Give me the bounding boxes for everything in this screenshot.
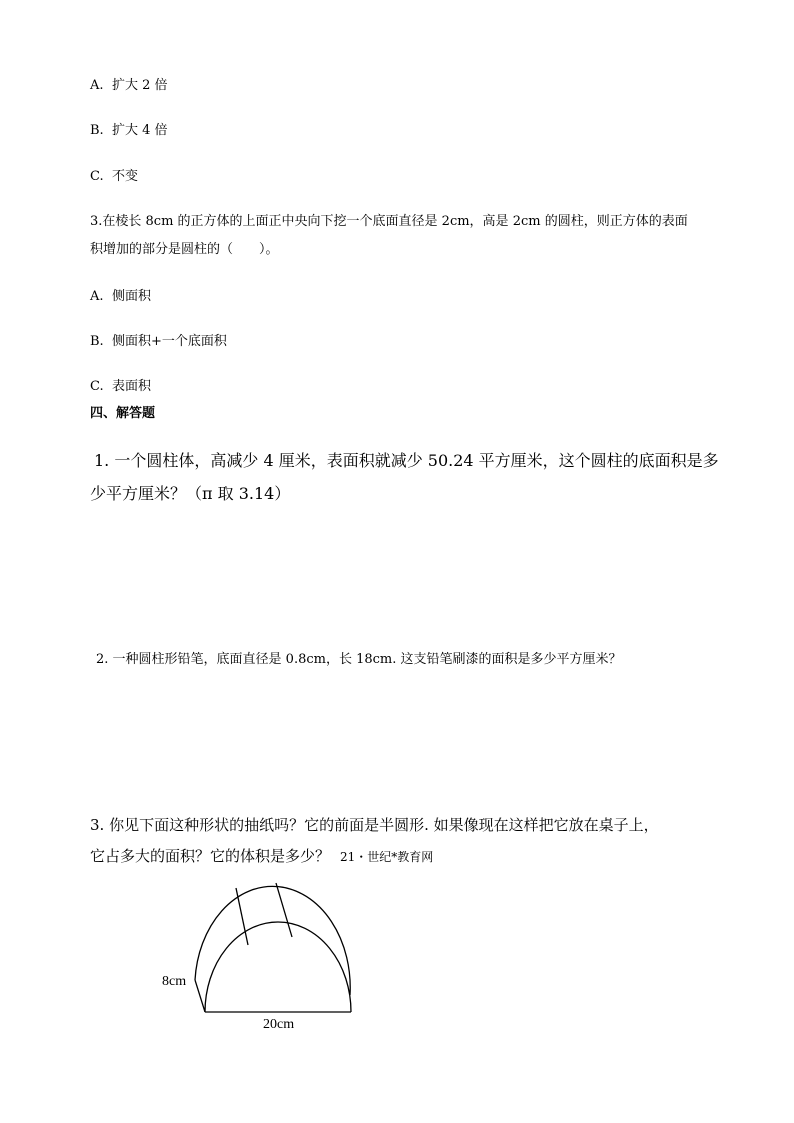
- left-edge: [195, 980, 205, 1012]
- option-letter: A.: [90, 289, 104, 304]
- opening-line-right: [276, 883, 292, 937]
- option-text: 表面积: [112, 379, 152, 394]
- height-label: 8cm: [162, 974, 187, 989]
- problem-1-line-1: 1. 一个圆柱体，高减少 4 厘米，表面积就减少 50.24 平方厘米，这个圆柱的底面积是多: [94, 451, 719, 470]
- option-c: [90, 167, 138, 187]
- option-letter: A.: [90, 78, 104, 93]
- q3-option-a: [90, 287, 151, 307]
- half-cylinder-diagram: [160, 875, 370, 1040]
- question-3-line-2: 积增加的部分是圆柱的（ ）。: [90, 242, 279, 257]
- option-text: 侧面积: [112, 289, 152, 304]
- option-text: 扩大 4 倍: [112, 123, 168, 138]
- option-b: [90, 121, 168, 141]
- option-letter: B.: [90, 334, 104, 349]
- q3-option-b: [90, 332, 227, 352]
- problem-1-line-2: 少平方厘米？（π 取 3.14）: [90, 484, 291, 503]
- option-a: [90, 76, 168, 96]
- option-letter: C.: [90, 169, 104, 184]
- problem-2: 2. 一种圆柱形铅笔，底面直径是 0.8cm，长 18cm. 这支铅笔刷漆的面积是多少平方厘米？: [96, 652, 622, 667]
- watermark-text: 21・世纪*教育网: [340, 850, 434, 864]
- question-3-line-1: 3.在棱长 8cm 的正方体的上面正中央向下挖一个底面直径是 2cm，高是 2cm 的圆柱，则正方体的表面: [90, 214, 688, 229]
- problem-3-line-1: 3. 你见下面这种形状的抽纸吗？它的前面是半圆形. 如果像现在这样把它放在桌子上，: [90, 816, 659, 834]
- back-arc: [195, 886, 350, 995]
- front-arc: [205, 922, 351, 1012]
- option-text: 扩大 2 倍: [112, 78, 168, 93]
- option-text: 侧面积+一个底面积: [112, 334, 227, 349]
- width-label: 20cm: [263, 1017, 295, 1032]
- option-text: 不变: [112, 169, 139, 184]
- q3-option-c: [90, 377, 151, 397]
- option-letter: B.: [90, 123, 104, 138]
- problem-3-line-2: [90, 846, 433, 867]
- option-letter: C.: [90, 379, 104, 394]
- tissue-box-figure: [160, 875, 370, 1040]
- section-title: 四、解答题: [90, 406, 156, 421]
- problem-3-question: 它占多大的面积？它的体积是多少？: [90, 847, 331, 865]
